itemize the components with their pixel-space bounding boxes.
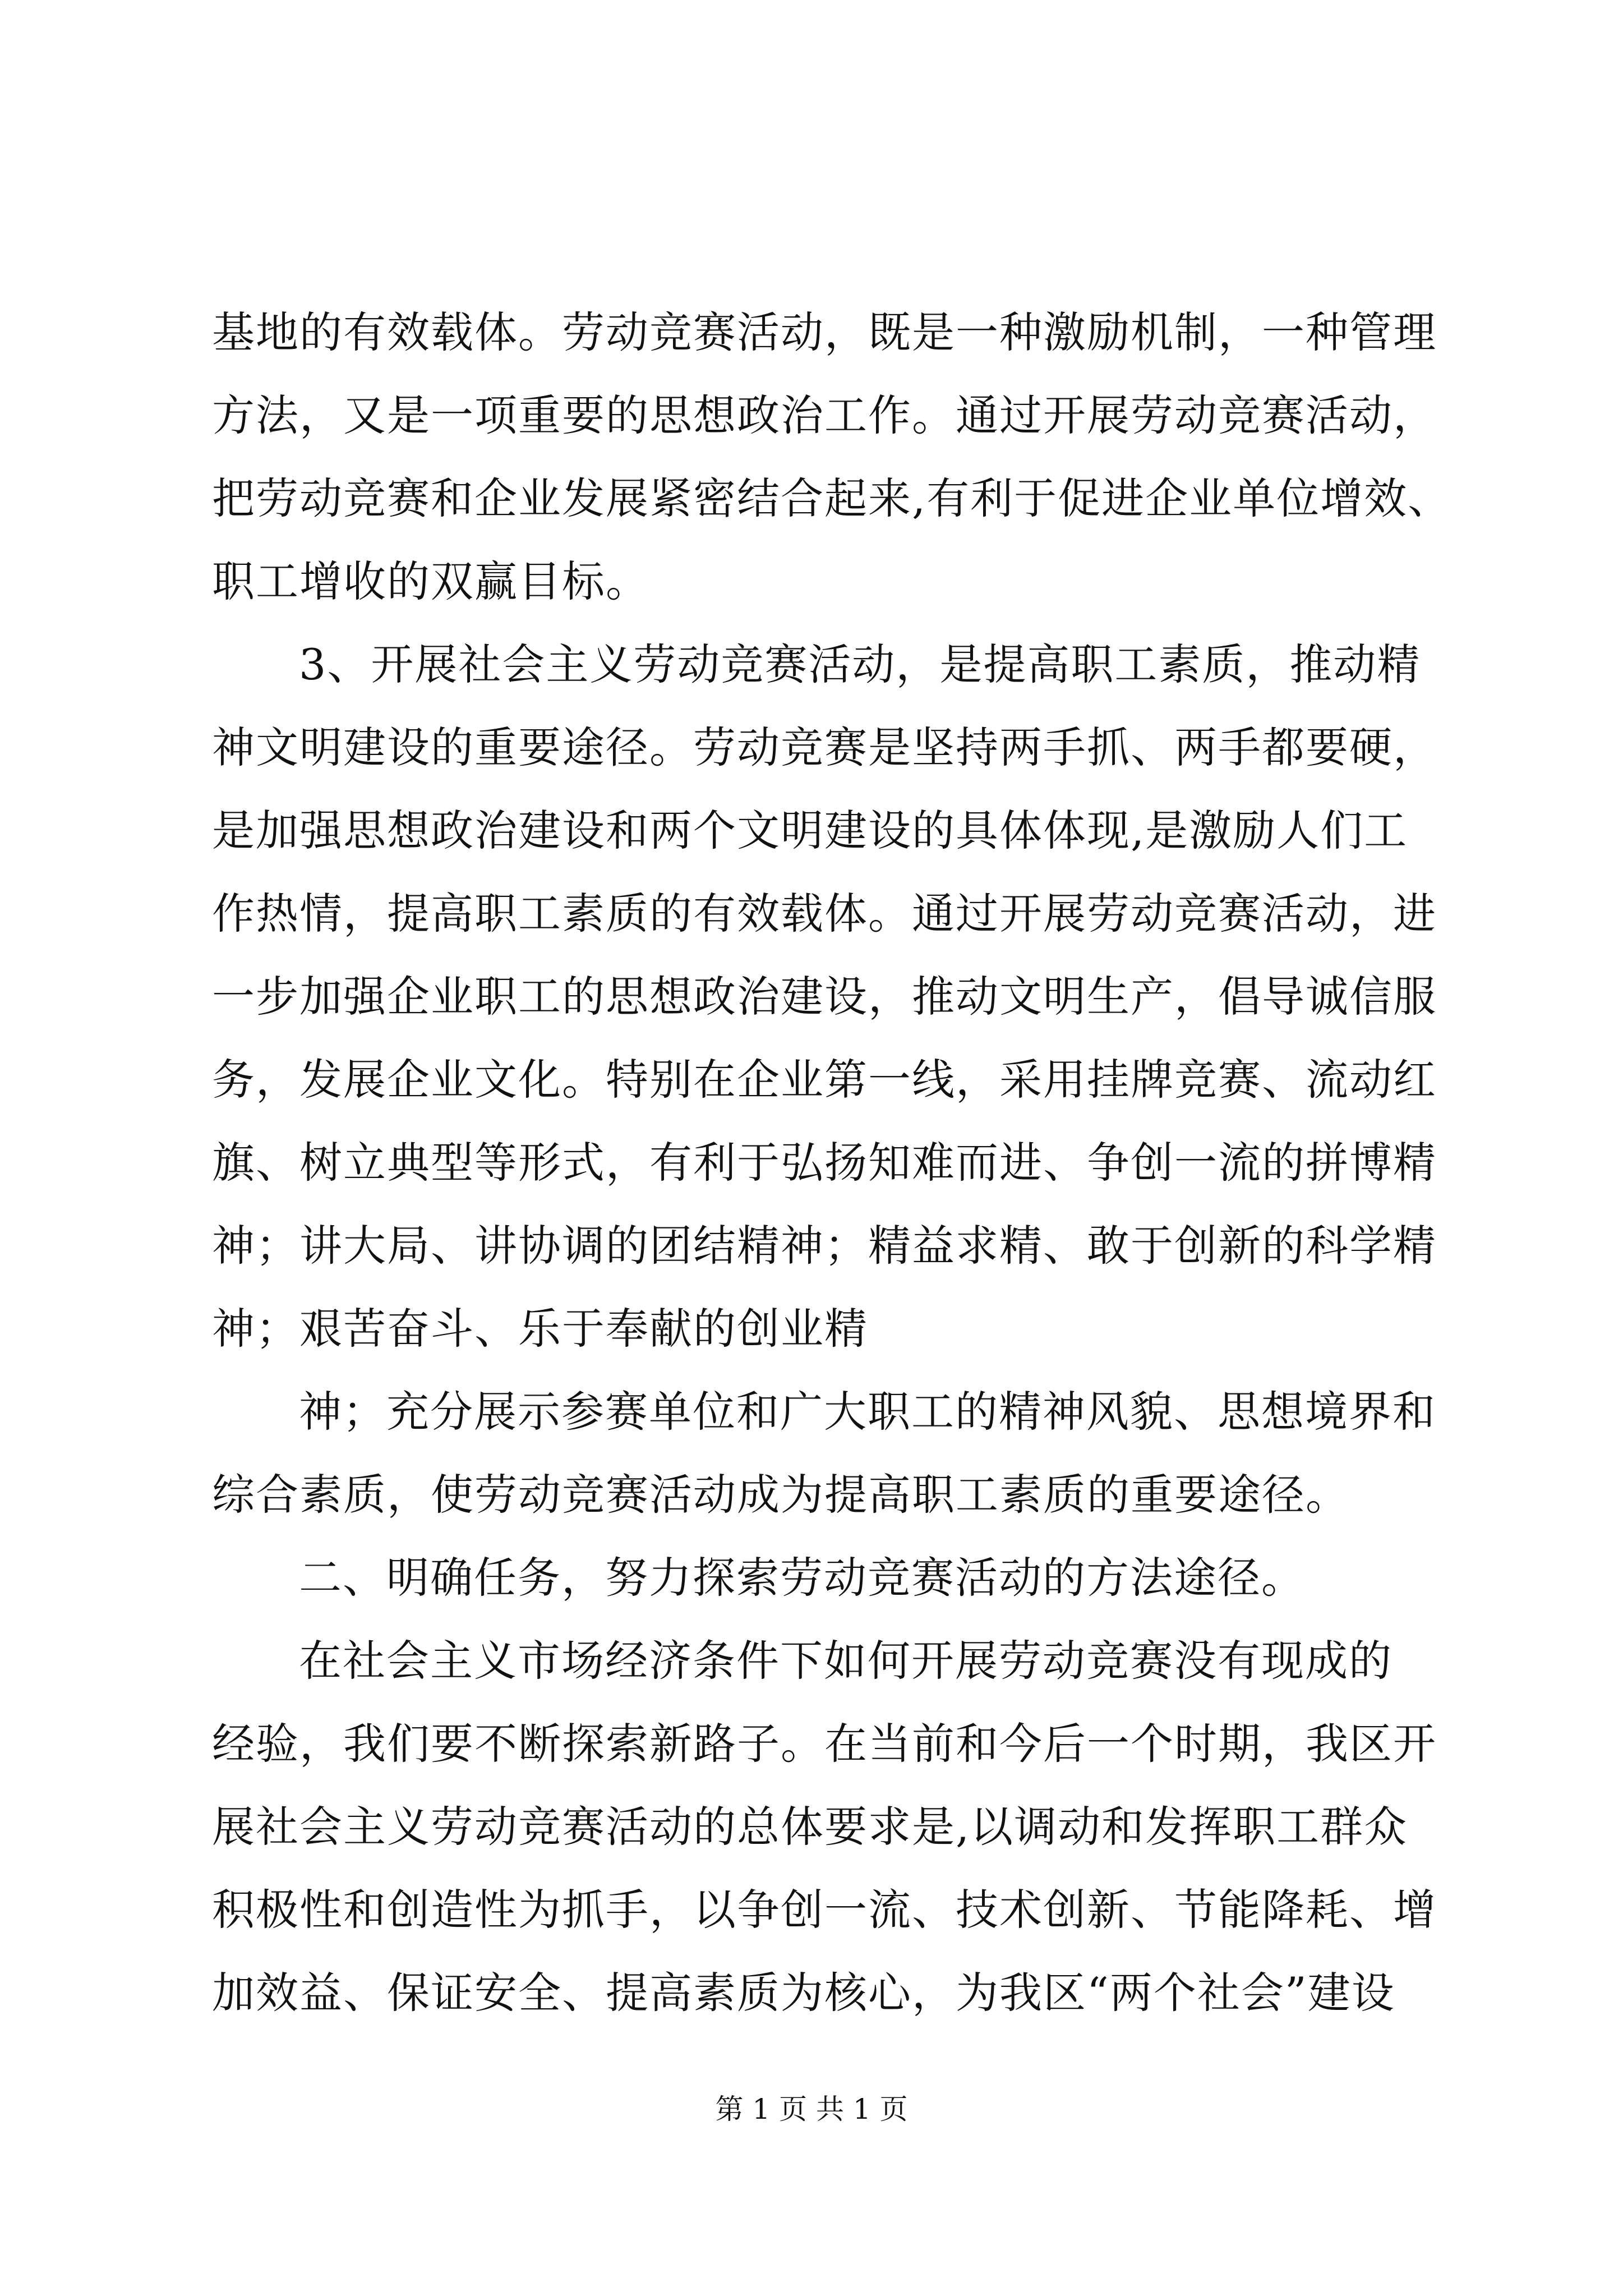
- text-line: 综合素质，使劳动竞赛活动成为提高职工素质的重要途径。: [212, 1470, 1349, 1520]
- text-line: 展社会主义劳动竞赛活动的总体要求是,以调动和发挥职工群众: [212, 1802, 1408, 1852]
- text-line: 务，发展企业文化。特别在企业第一线，采用挂牌竞赛、流动红: [212, 1055, 1437, 1105]
- paragraph-start-line: 神；充分展示参赛单位和广大职工的精神风貌、思想境界和: [299, 1387, 1436, 1437]
- text-line: 神；讲大局、讲协调的团结精神；精益求精、敢于创新的科学精: [212, 1221, 1437, 1271]
- text-line: 把劳动竞赛和企业发展紧密结合起来,有利于促进企业单位增效、: [212, 473, 1452, 523]
- text-line: 神；艰苦奋斗、乐于奉献的创业精: [212, 1304, 868, 1354]
- section-heading: 二、明确任务，努力探索劳动竞赛活动的方法途径。: [299, 1553, 1305, 1603]
- paragraph-start-line: 在社会主义市场经济条件下如何开展劳动竞赛没有现成的: [299, 1636, 1393, 1686]
- text-line: 旗、树立典型等形式，有利于弘扬知难而进、争创一流的拼博精: [212, 1138, 1437, 1188]
- text-line: 一步加强企业职工的思想政治建设，推动文明生产，倡导诚信服: [212, 972, 1437, 1022]
- page-number-footer: 第 1 页 共 1 页: [715, 2093, 908, 2125]
- text-line: 加效益、保证安全、提高素质为核心，为我区“两个社会”建设: [212, 1968, 1395, 2018]
- text-line: 基地的有效载体。劳动竞赛活动，既是一种激励机制，一种管理: [212, 307, 1437, 357]
- text-line: 方法，又是一项重要的思想政治工作。通过开展劳动竞赛活动，: [212, 390, 1437, 440]
- paragraph-start-line: 3、开展社会主义劳动竞赛活动，是提高职工素质，推动精: [299, 639, 1421, 689]
- text-line: 是加强思想政治建设和两个文明建设的具体体现,是激励人们工: [212, 806, 1408, 855]
- text-line: 经验，我们要不断探索新路子。在当前和今后一个时期，我区开: [212, 1719, 1437, 1769]
- text-line: 积极性和创造性为抓手，以争创一流、技术创新、节能降耗、增: [212, 1885, 1437, 1935]
- text-line: 作热情，提高职工素质的有效载体。通过开展劳动竞赛活动，进: [212, 889, 1437, 938]
- text-line: 神文明建设的重要途径。劳动竞赛是坚持两手抓、两手都要硬，: [212, 723, 1437, 772]
- text-line: 职工增收的双赢目标。: [212, 556, 649, 606]
